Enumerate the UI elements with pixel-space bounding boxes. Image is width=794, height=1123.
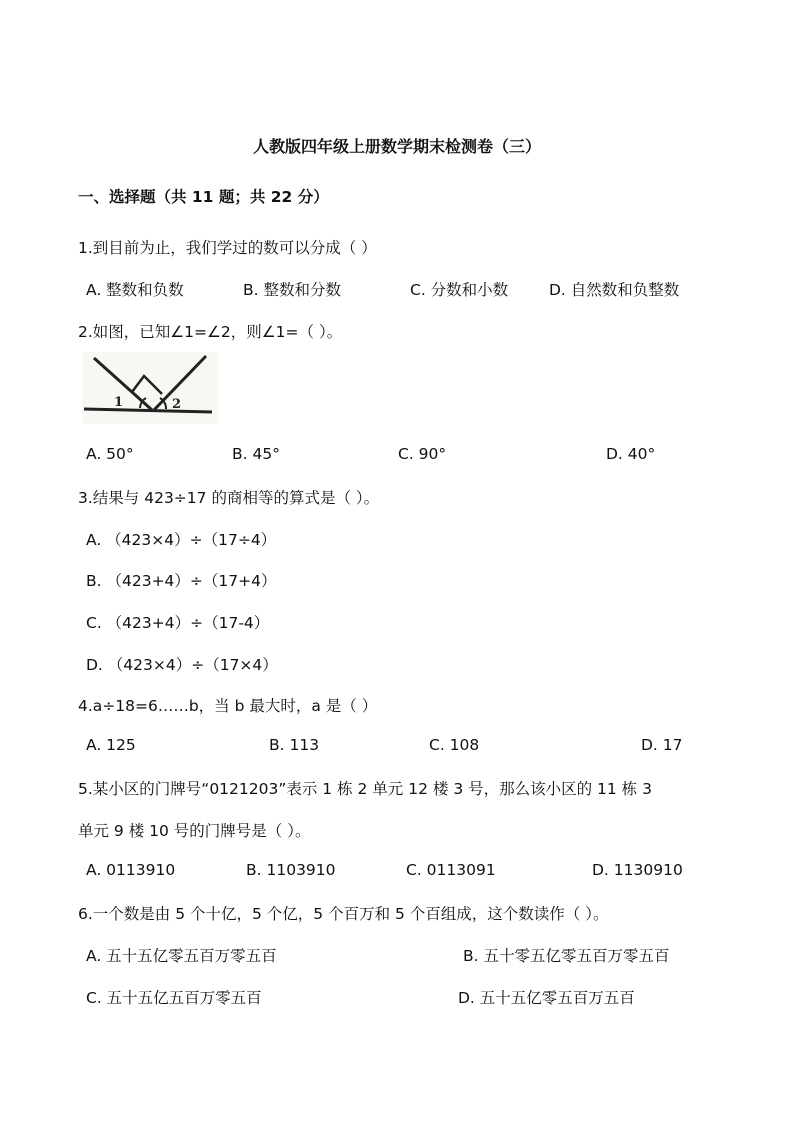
angle-figure xyxy=(82,352,218,424)
q4-option-d: D. 17 xyxy=(641,736,683,754)
q3-option-a: A. （423×4）÷（17÷4） xyxy=(86,531,277,549)
question-4-stem: 4.a÷18=6……b，当 b 最大时，a 是（ ） xyxy=(78,697,378,715)
q5-option-d: D. 1130910 xyxy=(592,861,683,879)
q4-option-a: A. 125 xyxy=(86,736,136,754)
q3-option-b: B. （423+4）÷（17+4） xyxy=(86,572,277,590)
q6-option-b: B. 五十零五亿零五百万零五百 xyxy=(463,947,670,965)
q6-option-c: C. 五十五亿五百万零五百 xyxy=(86,989,262,1007)
q3-option-c: C. （423+4）÷（17-4） xyxy=(86,614,270,632)
page-title: 人教版四年级上册数学期末检测卷（三） xyxy=(252,137,541,156)
q2-option-c: C. 90° xyxy=(398,445,447,463)
q6-option-d: D. 五十五亿零五百万五百 xyxy=(458,989,635,1007)
q3-option-d: D. （423×4）÷（17×4） xyxy=(86,656,278,674)
question-1-stem: 1.到目前为止，我们学过的数可以分成（ ） xyxy=(78,239,377,257)
q6-option-a: A. 五十五亿零五百万零五百 xyxy=(86,947,277,965)
q2-option-a: A. 50° xyxy=(86,445,134,463)
angle-diagram xyxy=(82,352,218,424)
q1-option-d: D. 自然数和负整数 xyxy=(549,281,680,299)
question-5-stem: 5.某小区的门牌号“0121203”表示 1 栋 2 单元 12 楼 3 号，那么该小区的 11 栋 3 xyxy=(78,780,652,798)
angle-1-label: 1 xyxy=(114,395,124,410)
q2-option-d: D. 40° xyxy=(606,445,656,463)
q1-option-a: A. 整数和负数 xyxy=(86,281,184,299)
section-heading: 一、选择题（共 11 题；共 22 分） xyxy=(78,188,329,206)
q5-option-b: B. 1103910 xyxy=(246,861,336,879)
q1-option-c: C. 分数和小数 xyxy=(410,281,509,299)
q5-option-a: A. 0113910 xyxy=(86,861,176,879)
angle-2-label: 2 xyxy=(172,397,182,412)
question-6-stem: 6.一个数是由 5 个十亿，5 个亿，5 个百万和 5 个百组成，这个数读作（ ）。 xyxy=(78,905,609,923)
q4-option-c: C. 108 xyxy=(429,736,480,754)
q4-option-b: B. 113 xyxy=(269,736,320,754)
q5-option-c: C. 0113091 xyxy=(406,861,496,879)
q2-option-b: B. 45° xyxy=(232,445,280,463)
q1-option-b: B. 整数和分数 xyxy=(243,281,341,299)
question-2-stem: 2.如图，已知∠1=∠2，则∠1=（ ）。 xyxy=(78,323,343,341)
question-5-stem-line2: 单元 9 楼 10 号的门牌号是（ ）。 xyxy=(78,822,311,840)
question-3-stem: 3.结果与 423÷17 的商相等的算式是（ ）。 xyxy=(78,489,380,507)
